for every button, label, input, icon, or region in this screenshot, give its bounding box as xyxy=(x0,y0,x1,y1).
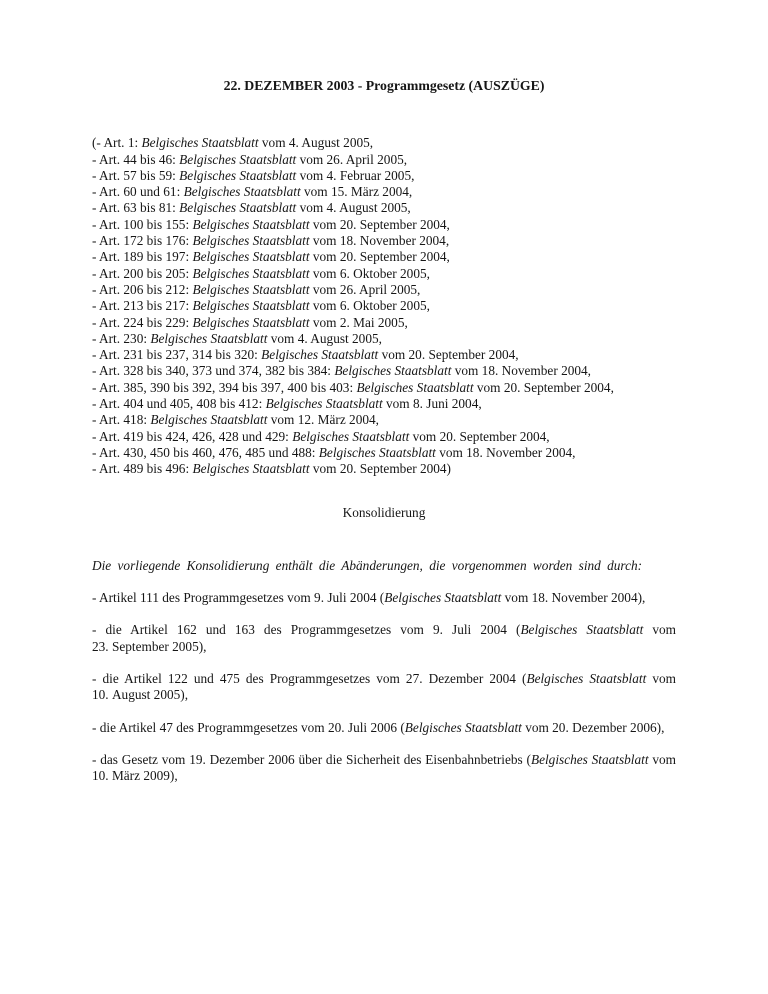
publication-date-text: vom 12. März 2004, xyxy=(267,412,379,428)
document-title: 22. DEZEMBER 2003 - Programmgesetz (AUSZÜGE) xyxy=(223,78,545,93)
journal-name: Belgisches Staatsblatt xyxy=(192,298,310,314)
article-range-text: (- Art. 1: xyxy=(92,135,142,151)
publication-list-item xyxy=(92,249,676,265)
journal-name: Belgisches Staatsblatt xyxy=(192,461,310,477)
consolidation-intro: Die vorliegende Konsolidierung enthält die Abänderungen, die vorgenommen worden sind durch: xyxy=(92,557,643,573)
journal-name: Belgisches Staatsblatt xyxy=(192,314,310,330)
article-range-text: - Art. 100 bis 155: xyxy=(92,216,193,232)
publication-list-item xyxy=(92,200,676,216)
article-range-text: - Art. 328 bis 340, 373 und 374, 382 bis 384: xyxy=(92,363,335,379)
amendment-list xyxy=(92,590,676,784)
publication-date-text: vom 6. Oktober 2005, xyxy=(309,265,430,281)
article-range-text: - Art. 224 bis 229: xyxy=(92,314,193,330)
article-range-text: - Art. 230: xyxy=(92,330,151,346)
journal-name: Belgisches Staatsblatt xyxy=(404,719,522,735)
article-range-text: - Art. 200 bis 205: xyxy=(92,265,193,281)
publication-list-item xyxy=(92,184,676,200)
publication-list-item xyxy=(92,282,676,298)
journal-name: Belgisches Staatsblatt xyxy=(192,249,310,265)
article-range-text: - Art. 419 bis 424, 426, 428 und 429: xyxy=(92,428,293,444)
journal-name: Belgisches Staatsblatt xyxy=(384,590,502,606)
publication-list-item xyxy=(92,445,676,461)
journal-name: Belgisches Staatsblatt xyxy=(530,751,649,767)
section-heading-konsolidierung: Konsolidierung xyxy=(342,504,426,520)
publication-date-text: vom 20. September 2004, xyxy=(309,249,450,265)
publication-date-text: vom 4. August 2005, xyxy=(258,135,374,151)
amendment-item xyxy=(92,622,676,655)
journal-name: Belgisches Staatsblatt xyxy=(192,233,310,249)
journal-name: Belgisches Staatsblatt xyxy=(192,281,310,297)
publication-list-item xyxy=(92,461,676,477)
amendment-text: - die Artikel 47 des Programmgesetzes vom 20. Juli 2006 ( xyxy=(92,719,405,735)
journal-name: Belgisches Staatsblatt xyxy=(520,622,644,638)
publication-date-text: vom 8. Juni 2004, xyxy=(382,396,482,412)
publication-date-text: vom 18. November 2004, xyxy=(435,444,576,460)
amendment-item xyxy=(92,590,676,606)
publication-list xyxy=(92,135,676,477)
journal-name: Belgisches Staatsblatt xyxy=(192,265,310,281)
journal-name: Belgisches Staatsblatt xyxy=(526,671,647,687)
amendment-date-text: vom 10. August 2005), xyxy=(92,671,677,703)
publication-list-item xyxy=(92,233,676,249)
journal-name: Belgisches Staatsblatt xyxy=(265,396,383,412)
journal-name: Belgisches Staatsblatt xyxy=(183,184,301,200)
article-range-text: - Art. 418: xyxy=(92,412,151,428)
article-range-text: - Art. 430, 450 bis 460, 476, 485 und 488: xyxy=(92,444,319,460)
publication-list-item xyxy=(92,152,676,168)
publication-list-item xyxy=(92,396,676,412)
journal-name: Belgisches Staatsblatt xyxy=(356,379,474,395)
amendment-text: - die Artikel 122 und 475 des Programmgesetzes vom 27. Dezember 2004 ( xyxy=(92,671,527,687)
publication-list-item xyxy=(92,217,676,233)
journal-name: Belgisches Staatsblatt xyxy=(192,216,310,232)
article-range-text: - Art. 385, 390 bis 392, 394 bis 397, 400 bis 403: xyxy=(92,379,357,395)
article-range-text: - Art. 60 und 61: xyxy=(92,184,184,200)
publication-date-text: vom 20. September 2004, xyxy=(473,379,614,395)
journal-name: Belgisches Staatsblatt xyxy=(334,363,452,379)
article-range-text: - Art. 57 bis 59: xyxy=(92,167,180,183)
publication-date-text: vom 4. August 2005, xyxy=(296,200,411,216)
amendment-item xyxy=(92,720,676,736)
publication-date-text: vom 2. Mai 2005, xyxy=(309,314,408,330)
publication-date-text: vom 20. September 2004, xyxy=(309,216,450,232)
publication-date-text: vom 4. August 2005, xyxy=(267,330,382,346)
journal-name: Belgisches Staatsblatt xyxy=(292,428,410,444)
publication-list-item xyxy=(92,331,676,347)
article-range-text: - Art. 231 bis 237, 314 bis 320: xyxy=(92,347,262,363)
amendment-item xyxy=(92,671,676,704)
publication-list-item xyxy=(92,363,676,379)
article-range-text: - Art. 189 bis 197: xyxy=(92,249,193,265)
article-range-text: - Art. 404 und 405, 408 bis 412: xyxy=(92,396,266,412)
amendment-text: - das Gesetz vom 19. Dezember 2006 über die Sicherheit des Eisenbahnbetriebs ( xyxy=(92,751,531,767)
journal-name: Belgisches Staatsblatt xyxy=(318,444,436,460)
publication-list-item xyxy=(92,298,676,314)
article-range-text: - Art. 213 bis 217: xyxy=(92,298,193,314)
publication-date-text: vom 20. September 2004) xyxy=(309,461,451,477)
publication-date-text: vom 6. Oktober 2005, xyxy=(309,298,430,314)
journal-name: Belgisches Staatsblatt xyxy=(150,412,268,428)
article-range-text: - Art. 63 bis 81: xyxy=(92,200,180,216)
article-range-text: - Art. 172 bis 176: xyxy=(92,233,193,249)
amendment-date-text: vom 20. Dezember 2006), xyxy=(521,719,665,735)
publication-date-text: vom 20. September 2004, xyxy=(409,428,550,444)
journal-name: Belgisches Staatsblatt xyxy=(261,347,379,363)
amendment-text: - Artikel 111 des Programmgesetzes vom 9. Juli 2004 ( xyxy=(92,590,385,606)
publication-list-item xyxy=(92,347,676,363)
article-range-text: - Art. 44 bis 46: xyxy=(92,151,180,167)
publication-date-text: vom 26. April 2005, xyxy=(309,281,421,297)
publication-date-text: vom 20. September 2004, xyxy=(378,347,519,363)
publication-date-text: vom 4. Februar 2005, xyxy=(296,167,415,183)
article-range-text: - Art. 489 bis 496: xyxy=(92,461,193,477)
publication-list-item xyxy=(92,135,676,151)
publication-list-item xyxy=(92,168,676,184)
journal-name: Belgisches Staatsblatt xyxy=(141,135,259,151)
publication-list-item xyxy=(92,429,676,445)
publication-list-item xyxy=(92,380,676,396)
article-range-text: - Art. 206 bis 212: xyxy=(92,281,193,297)
amendment-text: - die Artikel 162 und 163 des Programmgesetzes vom 9. Juli 2004 ( xyxy=(92,622,521,638)
publication-list-item xyxy=(92,266,676,282)
amendment-date-text: vom 10. März 2009), xyxy=(92,751,676,784)
amendment-date-text: vom 23. September 2005), xyxy=(92,622,677,654)
journal-name: Belgisches Staatsblatt xyxy=(179,151,297,167)
publication-date-text: vom 15. März 2004, xyxy=(300,184,413,200)
amendment-item xyxy=(92,752,676,785)
journal-name: Belgisches Staatsblatt xyxy=(179,200,297,216)
publication-date-text: vom 18. November 2004, xyxy=(451,363,591,379)
publication-date-text: vom 26. April 2005, xyxy=(296,151,408,167)
journal-name: Belgisches Staatsblatt xyxy=(150,330,268,346)
publication-date-text: vom 18. November 2004, xyxy=(309,233,450,249)
journal-name: Belgisches Staatsblatt xyxy=(179,167,297,183)
publication-list-item xyxy=(92,412,676,428)
publication-list-item xyxy=(92,315,676,331)
amendment-date-text: vom 18. November 2004), xyxy=(501,590,646,606)
